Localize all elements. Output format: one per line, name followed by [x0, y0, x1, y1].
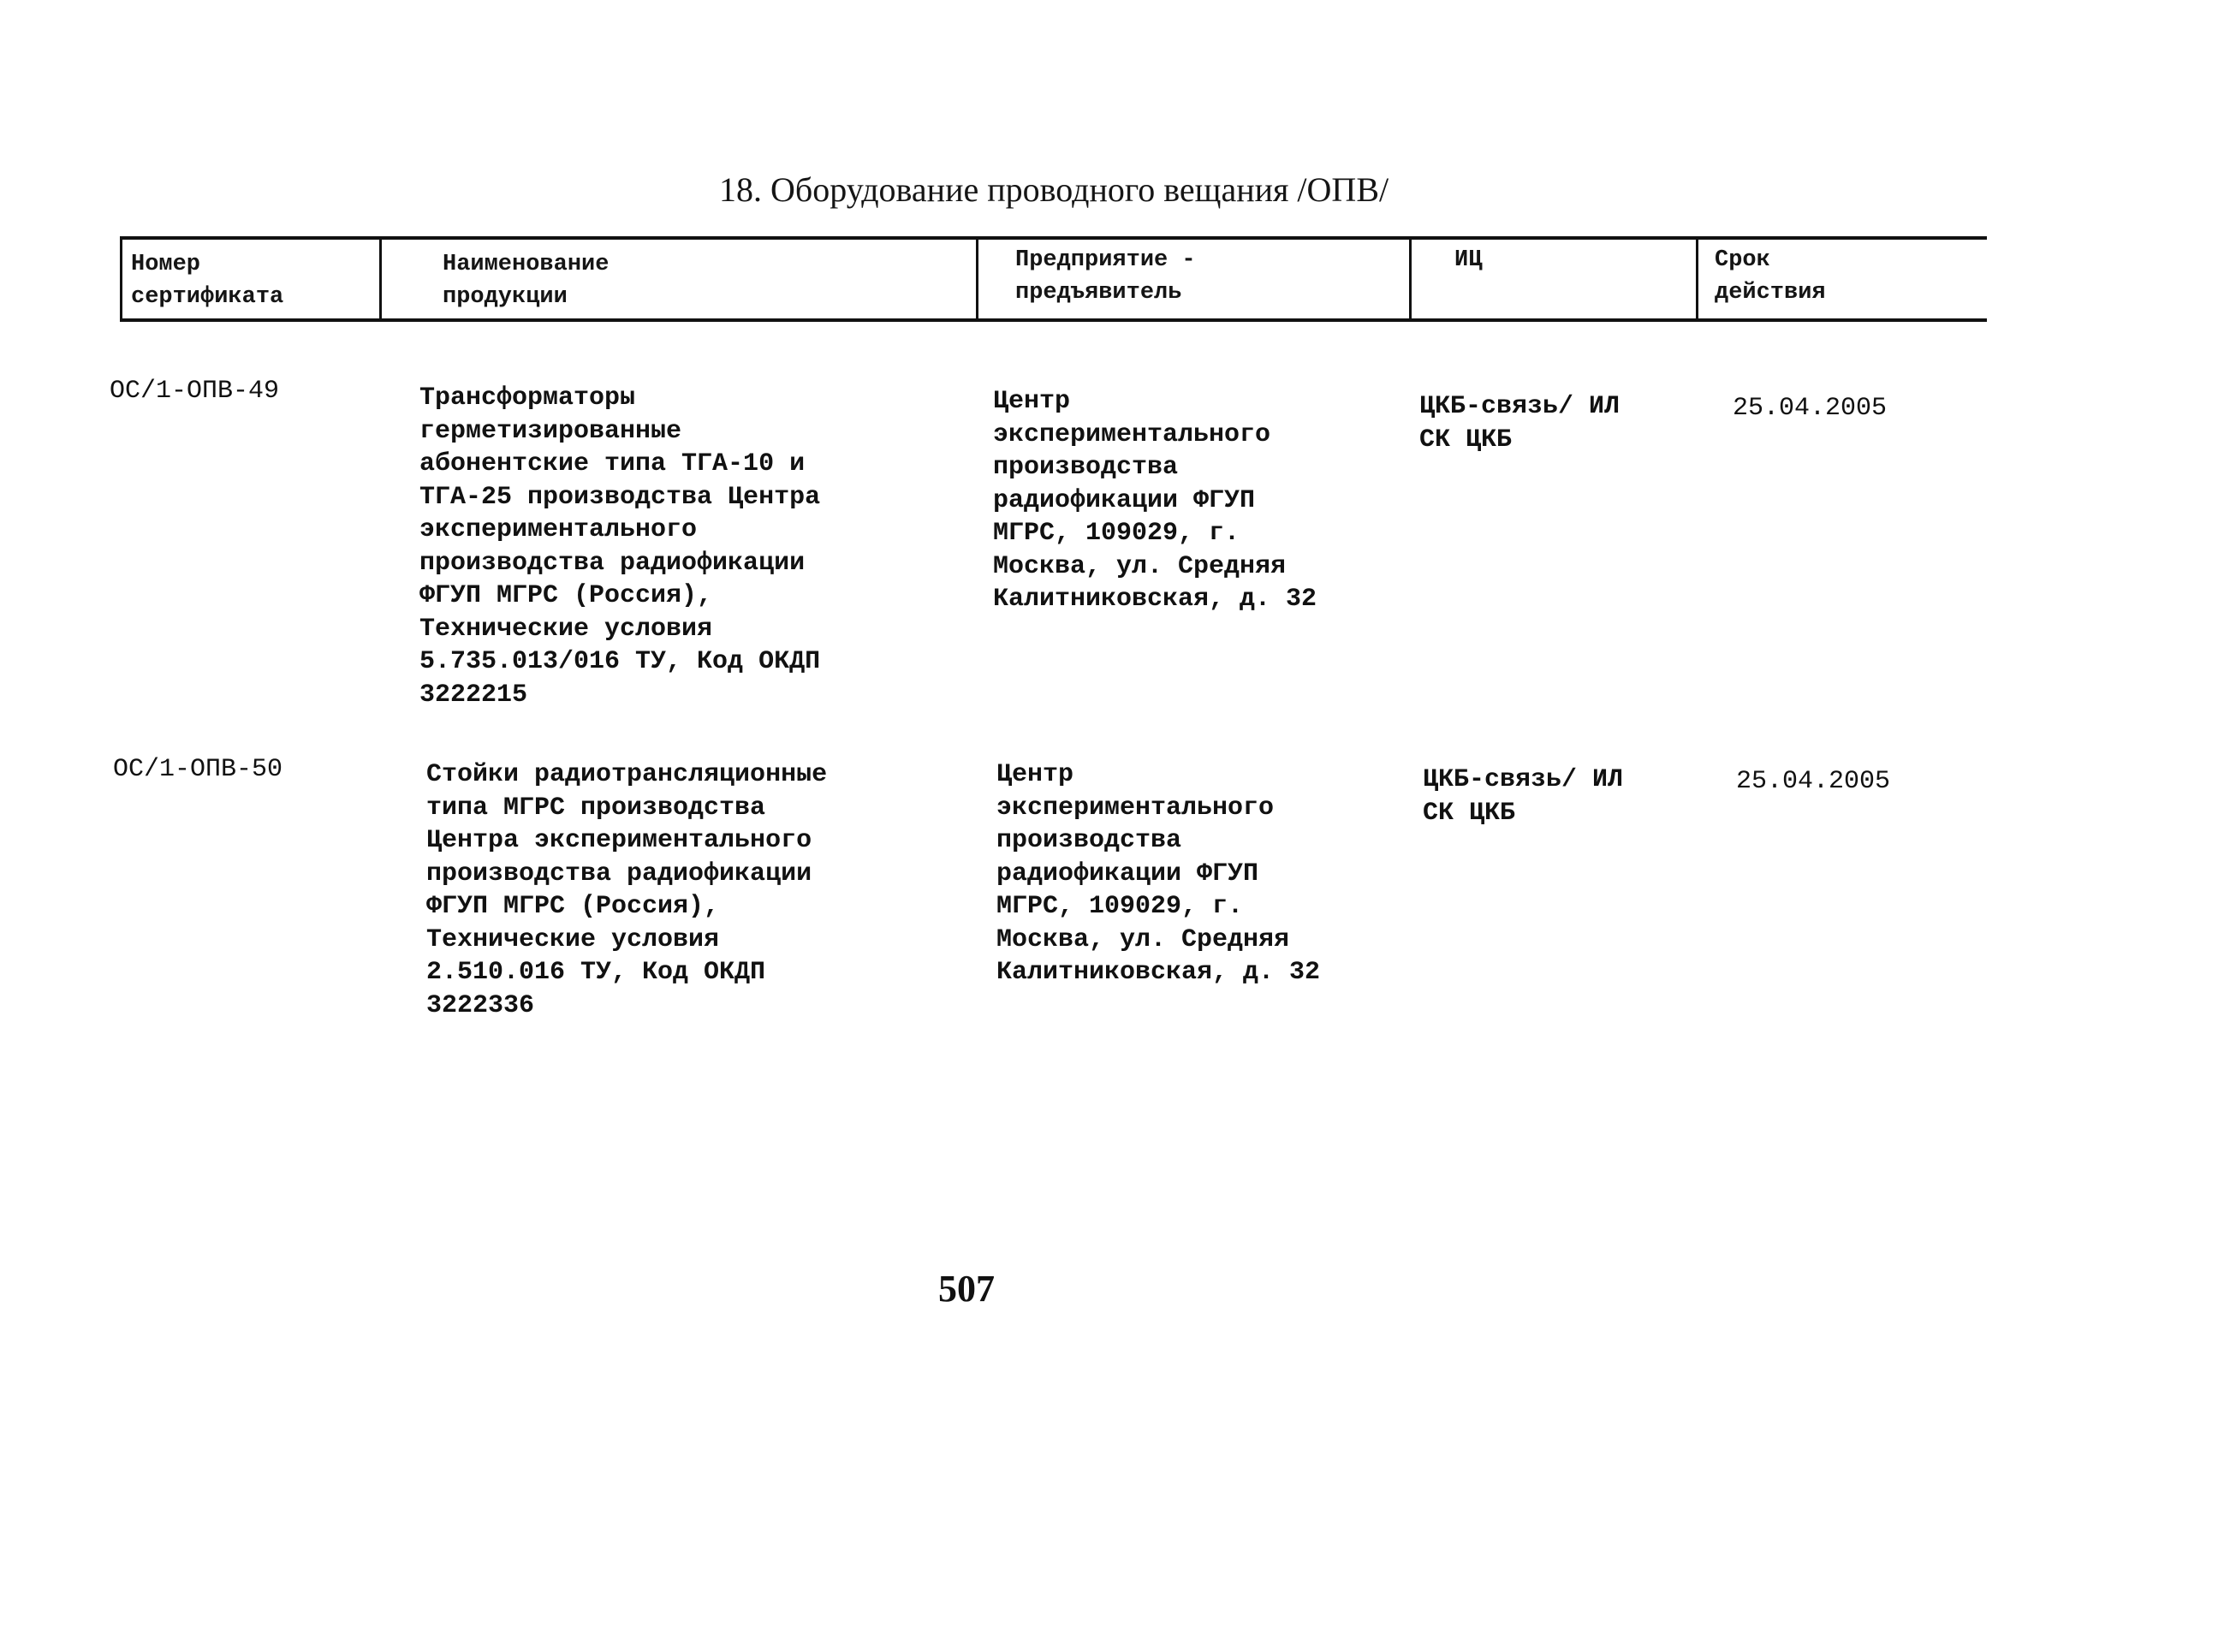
column-divider [379, 240, 382, 318]
section-title: 18. Оборудование проводного вещания /ОПВ/ [719, 170, 1389, 209]
page-number: 507 [938, 1268, 995, 1310]
column-divider [976, 240, 978, 318]
header-cert-number: Номер сертификата [131, 252, 284, 310]
valid-until: 25.04.2005 [1736, 767, 1891, 796]
test-center: ЦКБ-связь/ ИЛ СК ЦКБ [1419, 392, 1621, 455]
applicant: Центр экспериментального производства радиофикации ФГУП МГРС, 109029, г. Москва, ул. Средняя Калитниковская, д. 32 [996, 760, 1321, 987]
header-product: Наименование продукции [443, 252, 610, 310]
product-name: Стойки радиотрансляционные типа МГРС производства Центра экспериментального производства радиофикации ФГУП МГРС (Россия), Технические условия 2.510.016 ТУ, Код ОКДП 3222336 [426, 760, 828, 1020]
test-center: ЦКБ-связь/ ИЛ СК ЦКБ [1423, 765, 1624, 828]
cert-number: ОС/1-ОПВ-50 [113, 755, 283, 784]
applicant: Центр экспериментального производства радиофикации ФГУП МГРС, 109029, г. Москва, ул. Средняя Калитниковская, д. 32 [993, 387, 1317, 614]
column-divider [1409, 240, 1412, 318]
cert-number: ОС/1-ОПВ-49 [110, 377, 280, 406]
table-header [120, 236, 1987, 322]
header-valid-until: Срок действия [1715, 247, 1826, 306]
product-name: Трансформаторы герметизированные абонентские типа ТГА-10 и ТГА-25 производства Центра экспериментального производства радиофикации ФГУП МГРС (Россия), Технические условия 5.735.013/016 ТУ, Код ОКДП 3222215 [419, 383, 821, 710]
header-test-center: ИЦ [1454, 247, 1483, 273]
column-divider [1696, 240, 1698, 318]
header-applicant: Предприятие - предъявитель [1015, 247, 1196, 306]
valid-until: 25.04.2005 [1733, 394, 1888, 423]
